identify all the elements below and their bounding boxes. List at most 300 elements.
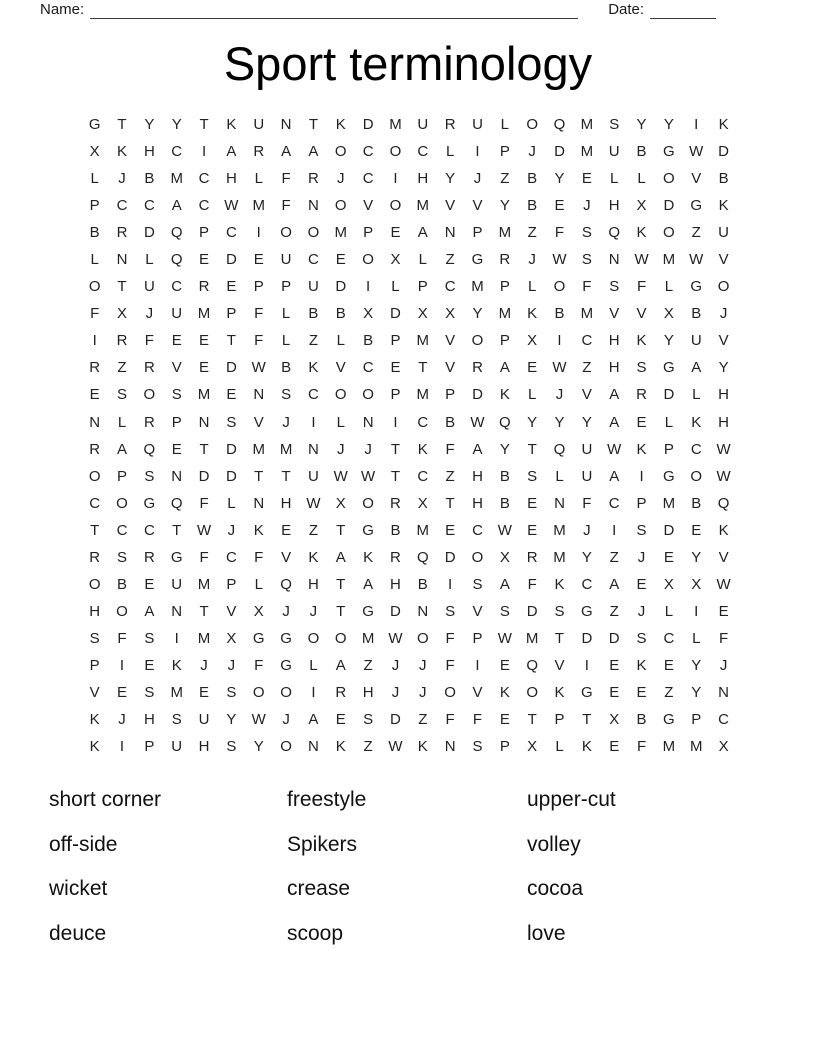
- grid-letter: R: [143, 548, 155, 566]
- grid-letter: O: [362, 494, 374, 512]
- grid-letter: A: [609, 386, 620, 404]
- grid-letter: V: [718, 548, 729, 566]
- grid-letter: S: [636, 359, 647, 377]
- grid-letter: A: [308, 143, 319, 161]
- grid-letter: A: [171, 197, 182, 215]
- grid-letter: K: [499, 684, 510, 701]
- word-list-item: crease: [287, 877, 351, 901]
- grid-letter: R: [444, 116, 456, 134]
- grid-letter: Y: [581, 548, 592, 566]
- grid-letter: I: [475, 656, 480, 674]
- grid-letter: U: [690, 332, 702, 350]
- grid-letter: C: [171, 278, 183, 296]
- grid-letter: L: [281, 332, 291, 350]
- grid-letter: Y: [499, 197, 510, 215]
- grid-letter: K: [554, 575, 565, 593]
- grid-letter: Q: [170, 494, 183, 512]
- grid-letter: T: [390, 467, 401, 485]
- grid-letter: I: [694, 602, 699, 620]
- grid-letter: H: [608, 359, 620, 377]
- grid-letter: O: [334, 143, 347, 161]
- grid-letter: G: [362, 602, 374, 620]
- grid-letter: H: [417, 170, 429, 188]
- grid-letter: D: [335, 278, 347, 296]
- grid-letter: W: [251, 711, 266, 729]
- grid-letter: K: [308, 548, 319, 566]
- grid-letter: D: [581, 629, 593, 647]
- grid-letter: J: [118, 170, 126, 188]
- grid-letter: Z: [308, 521, 318, 539]
- grid-letter: K: [718, 116, 729, 134]
- grid-letter: C: [608, 494, 620, 512]
- grid-letter: B: [499, 467, 510, 485]
- grid-letter: U: [198, 711, 210, 729]
- grid-letter: H: [472, 467, 483, 485]
- grid-letter: G: [88, 116, 101, 134]
- grid-letter: G: [170, 548, 183, 566]
- grid-letter: V: [609, 305, 620, 323]
- grid-letter: U: [308, 278, 319, 296]
- grid-letter: G: [663, 467, 675, 485]
- grid-letter: J: [391, 656, 400, 674]
- grid-letter: L: [145, 251, 154, 269]
- grid-letter: P: [226, 305, 237, 323]
- grid-letter: M: [334, 224, 348, 242]
- grid-letter: S: [144, 684, 155, 701]
- grid-letter: X: [445, 305, 456, 323]
- grid-letter: Z: [664, 684, 674, 701]
- grid-letter: B: [554, 305, 565, 323]
- grid-letter: F: [718, 629, 729, 647]
- grid-letter: J: [473, 170, 482, 188]
- grid-letter: Y: [144, 116, 155, 134]
- grid-letter: F: [144, 332, 154, 350]
- grid-letter: I: [174, 629, 179, 647]
- grid-letter: O: [307, 629, 320, 647]
- grid-letter: H: [308, 575, 319, 593]
- grid-letter: A: [226, 143, 237, 161]
- grid-letter: N: [253, 386, 265, 404]
- grid-letter: T: [199, 440, 209, 458]
- grid-letter: P: [472, 224, 483, 242]
- grid-letter: Y: [691, 548, 702, 566]
- grid-letter: W: [251, 359, 266, 377]
- grid-letter: S: [226, 413, 237, 431]
- grid-letter: O: [444, 684, 456, 701]
- grid-letter: I: [256, 224, 261, 242]
- grid-letter: I: [557, 332, 562, 350]
- grid-letter: F: [636, 278, 647, 296]
- grid-letter: F: [281, 197, 291, 215]
- grid-letter: U: [253, 116, 265, 134]
- grid-letter: B: [527, 197, 538, 215]
- grid-letter: S: [609, 116, 620, 134]
- name-fill-line[interactable]: [90, 2, 578, 19]
- grid-letter: X: [417, 494, 428, 512]
- grid-letter: N: [417, 602, 429, 620]
- grid-letter: S: [363, 711, 374, 729]
- grid-letter: K: [527, 305, 538, 323]
- grid-letter: S: [636, 521, 647, 539]
- grid-letter: N: [608, 251, 620, 269]
- grid-letter: N: [444, 738, 456, 756]
- grid-letter: K: [89, 738, 100, 756]
- grid-letter: J: [583, 197, 591, 215]
- grid-letter: K: [253, 521, 264, 539]
- grid-letter: G: [280, 629, 292, 647]
- grid-letter: R: [253, 143, 265, 161]
- grid-letter: G: [581, 684, 593, 701]
- grid-letter: Q: [143, 440, 156, 458]
- grid-letter: F: [254, 656, 264, 674]
- grid-letter: N: [718, 684, 729, 701]
- grid-letter: X: [636, 197, 647, 215]
- grid-letter: E: [663, 656, 674, 674]
- grid-letter: R: [526, 548, 538, 566]
- grid-letter: R: [499, 251, 511, 269]
- grid-letter: O: [416, 629, 429, 647]
- grid-letter: W: [689, 251, 704, 269]
- grid-letter: P: [417, 278, 428, 296]
- grid-letter: B: [445, 413, 456, 431]
- grid-letter: W: [388, 738, 403, 756]
- grid-letter: F: [554, 224, 565, 242]
- grid-letter: V: [445, 332, 456, 350]
- grid-letter: L: [528, 278, 537, 296]
- grid-letter: M: [553, 521, 566, 539]
- grid-letter: E: [335, 251, 346, 269]
- grid-letter: T: [418, 359, 428, 377]
- grid-letter: A: [144, 602, 155, 620]
- grid-letter: F: [445, 629, 455, 647]
- grid-letter: D: [225, 251, 237, 269]
- grid-letter: F: [90, 305, 100, 323]
- grid-letter: O: [389, 143, 402, 161]
- grid-letter: E: [609, 656, 620, 674]
- grid-letter: R: [89, 440, 101, 458]
- grid-letter: V: [636, 305, 647, 323]
- grid-letter: J: [364, 440, 372, 458]
- grid-letter: J: [719, 656, 728, 674]
- grid-letter: I: [393, 413, 398, 431]
- grid-letter: E: [609, 684, 620, 701]
- grid-letter: D: [608, 629, 620, 647]
- grid-letter: F: [582, 494, 592, 512]
- grid-letter: O: [663, 170, 675, 188]
- grid-letter: Z: [117, 359, 127, 377]
- grid-letter: X: [226, 629, 237, 647]
- word-list-item: upper-cut: [527, 788, 616, 812]
- grid-letter: S: [171, 711, 182, 729]
- grid-letter: W: [224, 197, 239, 215]
- grid-letter: R: [472, 359, 483, 377]
- grid-letter: F: [582, 278, 592, 296]
- grid-letter: T: [445, 494, 455, 512]
- grid-letter: C: [663, 629, 675, 647]
- grid-letter: J: [282, 413, 290, 431]
- grid-letter: D: [663, 197, 675, 215]
- grid-letter: A: [417, 224, 428, 242]
- grid-letter: U: [308, 467, 319, 485]
- grid-letter: L: [664, 278, 674, 296]
- grid-letter: F: [254, 548, 264, 566]
- grid-letter: M: [279, 440, 293, 458]
- grid-letter: C: [718, 711, 729, 729]
- grid-letter: A: [363, 575, 374, 593]
- grid-letter: E: [171, 440, 182, 458]
- grid-letter: Q: [280, 575, 292, 593]
- grid-letter: W: [689, 143, 704, 161]
- grid-letter: B: [499, 494, 510, 512]
- grid-letter: A: [281, 143, 292, 161]
- grid-letter: I: [311, 684, 316, 701]
- grid-letter: S: [445, 602, 456, 620]
- word-list-item: freestyle: [287, 788, 367, 812]
- grid-letter: S: [144, 467, 155, 485]
- grid-letter: Y: [581, 413, 592, 431]
- grid-letter: O: [88, 467, 101, 485]
- grid-letter: E: [253, 251, 264, 269]
- grid-letter: C: [417, 143, 429, 161]
- grid-letter: E: [527, 521, 538, 539]
- grid-letter: I: [92, 332, 97, 350]
- grid-letter: P: [253, 278, 264, 296]
- grid-letter: R: [636, 386, 647, 404]
- grid-letter: W: [716, 440, 731, 458]
- grid-letter: A: [335, 656, 346, 674]
- grid-letter: D: [472, 386, 483, 404]
- grid-letter: I: [201, 143, 207, 161]
- grid-letter: M: [580, 116, 594, 134]
- grid-letter: W: [607, 440, 622, 458]
- grid-letter: J: [118, 711, 126, 729]
- grid-letter: H: [143, 711, 155, 729]
- grid-letter: J: [337, 440, 345, 458]
- grid-letter: K: [417, 440, 428, 458]
- grid-letter: P: [226, 575, 237, 593]
- grid-letter: E: [636, 413, 647, 431]
- grid-letter: Z: [418, 711, 428, 729]
- grid-letter: D: [362, 116, 374, 134]
- grid-letter: T: [199, 602, 209, 620]
- grid-letter: E: [144, 575, 155, 593]
- grid-letter: J: [391, 684, 400, 701]
- grid-letter: P: [199, 224, 210, 242]
- grid-letter: C: [116, 521, 128, 539]
- grid-letter: V: [691, 170, 702, 188]
- word-list-item: Spikers: [287, 832, 358, 856]
- grid-letter: N: [308, 197, 319, 215]
- date-fill-line[interactable]: [650, 2, 716, 19]
- grid-letter: E: [281, 521, 292, 539]
- grid-letter: Q: [608, 224, 621, 242]
- grid-letter: F: [445, 440, 455, 458]
- grid-letter: U: [171, 738, 183, 756]
- grid-letter: P: [472, 629, 483, 647]
- grid-letter: T: [336, 521, 346, 539]
- grid-letter: W: [552, 359, 567, 377]
- grid-letter: K: [636, 656, 647, 674]
- grid-letter: Y: [445, 170, 456, 188]
- grid-letter: R: [390, 494, 401, 512]
- grid-letter: M: [197, 305, 211, 323]
- grid-letter: L: [664, 602, 674, 620]
- grid-letter: C: [143, 197, 155, 215]
- grid-letter: I: [393, 170, 398, 188]
- grid-letter: E: [581, 170, 592, 188]
- grid-letter: S: [581, 224, 592, 242]
- grid-letter: T: [117, 278, 127, 296]
- grid-letter: S: [581, 251, 592, 269]
- grid-letter: J: [583, 521, 591, 539]
- grid-letter: P: [390, 332, 401, 350]
- grid-letter: H: [608, 197, 620, 215]
- grid-letter: H: [472, 494, 483, 512]
- grid-letter: Q: [526, 656, 538, 674]
- grid-letter: Q: [170, 251, 183, 269]
- grid-letter: F: [527, 575, 537, 593]
- grid-letter: Z: [609, 548, 619, 566]
- grid-letter: R: [89, 548, 101, 566]
- grid-letter: P: [144, 738, 155, 756]
- grid-letter: L: [117, 413, 127, 431]
- grid-letter: V: [335, 359, 346, 377]
- grid-letter: B: [335, 305, 346, 323]
- grid-letter: I: [584, 656, 589, 674]
- grid-letter: A: [117, 440, 128, 458]
- grid-letter: X: [89, 143, 100, 161]
- header-row: [40, 1, 777, 19]
- grid-letter: X: [363, 305, 374, 323]
- grid-letter: W: [196, 521, 212, 539]
- grid-letter: M: [361, 629, 375, 647]
- grid-letter: Q: [498, 413, 511, 431]
- grid-letter: L: [555, 467, 564, 485]
- grid-letter: O: [143, 386, 156, 404]
- grid-letter: I: [119, 738, 125, 756]
- grid-letter: E: [527, 359, 538, 377]
- grid-letter: K: [718, 197, 729, 215]
- grid-letter: L: [90, 170, 99, 188]
- grid-letter: N: [308, 440, 319, 458]
- grid-letter: E: [636, 684, 647, 701]
- grid-letter: U: [718, 224, 729, 242]
- grid-letter: Y: [663, 116, 674, 134]
- grid-letter: X: [609, 711, 620, 729]
- grid-letter: E: [335, 711, 346, 729]
- grid-letter: H: [143, 143, 155, 161]
- grid-letter: F: [254, 305, 264, 323]
- grid-letter: G: [252, 629, 265, 647]
- grid-letter: E: [445, 521, 456, 539]
- grid-letter: V: [472, 684, 483, 701]
- grid-letter: P: [554, 711, 565, 729]
- grid-letter: D: [390, 305, 401, 323]
- grid-letter: I: [448, 575, 453, 593]
- grid-letter: V: [281, 548, 292, 566]
- grid-letter: B: [691, 494, 702, 512]
- grid-letter: M: [416, 521, 430, 539]
- grid-letter: F: [445, 711, 455, 729]
- grid-letter: E: [171, 332, 182, 350]
- date-label: Date:: [608, 1, 645, 18]
- word-list-item: short corner: [49, 788, 162, 812]
- grid-letter: K: [718, 521, 729, 539]
- grid-letter: D: [390, 602, 401, 620]
- grid-letter: P: [171, 413, 182, 431]
- grid-letter: F: [199, 548, 209, 566]
- grid-letter: D: [663, 386, 675, 404]
- grid-letter: O: [690, 467, 703, 485]
- grid-letter: P: [636, 494, 647, 512]
- grid-letter: Z: [363, 656, 373, 674]
- grid-letter: U: [472, 116, 483, 134]
- grid-letter: C: [89, 494, 101, 512]
- grid-letter: X: [527, 332, 538, 350]
- grid-letter: L: [500, 116, 509, 134]
- grid-letter: W: [361, 467, 376, 485]
- grid-letter: B: [308, 305, 319, 323]
- grid-letter: H: [280, 494, 292, 512]
- grid-letter: G: [663, 711, 675, 729]
- grid-letter: Z: [691, 224, 701, 242]
- grid-letter: H: [718, 413, 729, 431]
- grid-letter: M: [416, 197, 430, 215]
- grid-letter: K: [89, 711, 100, 729]
- grid-letter: S: [117, 548, 128, 566]
- grid-letter: P: [499, 738, 510, 756]
- grid-letter: Y: [171, 116, 182, 134]
- grid-letter: I: [612, 521, 617, 539]
- grid-letter: J: [528, 143, 536, 161]
- grid-letter: T: [390, 440, 401, 458]
- grid-letter: X: [691, 575, 702, 593]
- grid-letter: N: [253, 494, 265, 512]
- grid-letter: L: [555, 738, 564, 756]
- grid-letter: S: [636, 629, 647, 647]
- grid-letter: D: [225, 359, 237, 377]
- grid-letter: M: [498, 224, 512, 242]
- grid-letter: K: [417, 738, 428, 756]
- grid-letter: R: [116, 332, 128, 350]
- grid-letter: O: [334, 629, 347, 647]
- grid-letter: S: [171, 386, 182, 404]
- grid-letter: M: [252, 197, 265, 215]
- grid-letter: P: [281, 278, 292, 296]
- grid-letter: J: [200, 656, 208, 674]
- grid-letter: E: [636, 575, 647, 593]
- grid-letter: W: [388, 629, 403, 647]
- grid-letter: R: [308, 170, 319, 188]
- grid-letter: T: [172, 521, 182, 539]
- grid-letter: C: [581, 332, 593, 350]
- grid-letter: M: [252, 440, 265, 458]
- grid-letter: D: [390, 711, 401, 729]
- grid-letter: G: [280, 656, 292, 674]
- grid-letter: V: [253, 413, 264, 431]
- grid-letter: C: [362, 359, 374, 377]
- grid-letter: T: [336, 602, 346, 620]
- grid-letter: X: [663, 575, 674, 593]
- grid-letter: D: [554, 143, 565, 161]
- grid-letter: C: [444, 278, 456, 296]
- grid-letter: V: [718, 251, 729, 269]
- grid-letter: T: [582, 711, 592, 729]
- grid-letter: L: [227, 494, 236, 512]
- grid-letter: I: [694, 116, 699, 134]
- grid-letter: D: [663, 521, 675, 539]
- grid-letter: C: [116, 197, 128, 215]
